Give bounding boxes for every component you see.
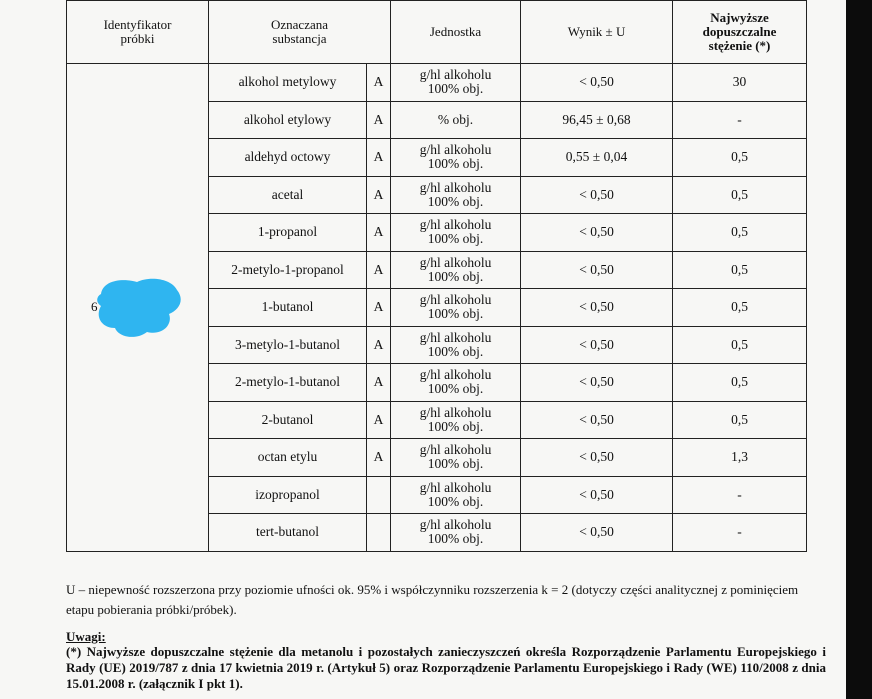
substance-name: 2-butanol xyxy=(209,401,367,439)
unit-cell: g/hl alkoholu 100% obj. xyxy=(391,476,521,514)
max-concentration-cell: 0,5 xyxy=(673,401,807,439)
sample-identifier: 6 xyxy=(91,299,98,314)
max-concentration-cell: 0,5 xyxy=(673,289,807,327)
result-cell: < 0,50 xyxy=(521,176,673,214)
max-concentration-cell: - xyxy=(673,101,807,139)
uncertainty-note: U – niepewność rozszerzona przy poziomie ufności ok. 95% i współczynniku rozszerzenia k = 2 (dotyczy części analitycznej z pominięciem etapu pobierania próbki/próbek). xyxy=(66,582,799,617)
substance-name: 3-metylo-1-butanol xyxy=(209,326,367,364)
accreditation-mark: A xyxy=(367,326,391,364)
result-cell: < 0,50 xyxy=(521,401,673,439)
accreditation-mark xyxy=(367,514,391,552)
substance-name: 2-metylo-1-butanol xyxy=(209,364,367,402)
unit-cell: g/hl alkoholu 100% obj. xyxy=(391,251,521,289)
max-concentration-cell: 30 xyxy=(673,64,807,102)
redaction-blob xyxy=(93,276,185,340)
header-identifier: Identyfikator próbki xyxy=(67,1,209,64)
substance-name: aldehyd octowy xyxy=(209,139,367,177)
notes-section xyxy=(66,580,826,692)
accreditation-mark: A xyxy=(367,364,391,402)
max-concentration-cell: 0,5 xyxy=(673,326,807,364)
unit-cell: g/hl alkoholu 100% obj. xyxy=(391,326,521,364)
screen-frame-edge xyxy=(846,0,872,699)
substance-name: alkohol etylowy xyxy=(209,101,367,139)
max-concentration-cell: - xyxy=(673,476,807,514)
accreditation-mark xyxy=(367,476,391,514)
max-concentration-cell: 0,5 xyxy=(673,251,807,289)
unit-cell: g/hl alkoholu 100% obj. xyxy=(391,289,521,327)
result-cell: 96,45 ± 0,68 xyxy=(521,101,673,139)
result-cell: < 0,50 xyxy=(521,514,673,552)
header-unit: Jednostka xyxy=(391,1,521,64)
sample-identifier-cell xyxy=(67,64,209,552)
table-header-row xyxy=(67,1,807,64)
result-cell: < 0,50 xyxy=(521,214,673,252)
unit-cell: g/hl alkoholu 100% obj. xyxy=(391,139,521,177)
accreditation-mark: A xyxy=(367,176,391,214)
result-cell: < 0,50 xyxy=(521,326,673,364)
unit-cell: g/hl alkoholu 100% obj. xyxy=(391,401,521,439)
max-concentration-cell: 0,5 xyxy=(673,139,807,177)
substance-name: 1-propanol xyxy=(209,214,367,252)
unit-cell: g/hl alkoholu 100% obj. xyxy=(391,214,521,252)
header-substance: Oznaczana substancja xyxy=(209,1,391,64)
remarks-label: Uwagi: xyxy=(66,629,106,644)
remark-text: (*) Najwyższe dopuszczalne stężenie dla metanolu i pozostałych zanieczyszczeń określa Rozporządzenie Parlamentu Europejskiego i Rady (UE) 2019/787 z dnia 17 kwietnia 2019 r. (Artykuł 5) oraz Rozporządzenie Parlamentu Europejskiego i Rady (WE) 110/2008 z dnia 15.01.2008 r. (załącznik I pkt 1). xyxy=(66,644,826,691)
result-cell: < 0,50 xyxy=(521,439,673,477)
result-cell: < 0,50 xyxy=(521,476,673,514)
unit-cell: g/hl alkoholu 100% obj. xyxy=(391,176,521,214)
unit-cell: g/hl alkoholu 100% obj. xyxy=(391,64,521,102)
accreditation-mark: A xyxy=(367,101,391,139)
max-concentration-cell: - xyxy=(673,514,807,552)
substance-name: octan etylu xyxy=(209,439,367,477)
unit-cell: g/hl alkoholu 100% obj. xyxy=(391,514,521,552)
accreditation-mark: A xyxy=(367,64,391,102)
accreditation-mark: A xyxy=(367,401,391,439)
max-concentration-cell: 0,5 xyxy=(673,214,807,252)
substance-name: izopropanol xyxy=(209,476,367,514)
accreditation-mark: A xyxy=(367,289,391,327)
substance-name: acetal xyxy=(209,176,367,214)
result-cell: < 0,50 xyxy=(521,364,673,402)
header-max-concentration: Najwyższe dopuszczalne stężenie (*) xyxy=(673,1,807,64)
substance-name: alkohol metylowy xyxy=(209,64,367,102)
accreditation-mark: A xyxy=(367,251,391,289)
accreditation-mark: A xyxy=(367,214,391,252)
substance-name: tert-butanol xyxy=(209,514,367,552)
accreditation-mark: A xyxy=(367,439,391,477)
table-row xyxy=(67,64,807,102)
result-cell: < 0,50 xyxy=(521,251,673,289)
max-concentration-cell: 1,3 xyxy=(673,439,807,477)
max-concentration-cell: 0,5 xyxy=(673,176,807,214)
unit-cell: g/hl alkoholu 100% obj. xyxy=(391,364,521,402)
accreditation-mark: A xyxy=(367,139,391,177)
result-cell: 0,55 ± 0,04 xyxy=(521,139,673,177)
unit-cell: g/hl alkoholu 100% obj. xyxy=(391,439,521,477)
max-concentration-cell: 0,5 xyxy=(673,364,807,402)
substance-name: 1-butanol xyxy=(209,289,367,327)
result-cell: < 0,50 xyxy=(521,289,673,327)
substance-name: 2-metylo-1-propanol xyxy=(209,251,367,289)
results-table xyxy=(66,0,807,552)
header-result: Wynik ± U xyxy=(521,1,673,64)
result-cell: < 0,50 xyxy=(521,64,673,102)
unit-cell: % obj. xyxy=(391,101,521,139)
